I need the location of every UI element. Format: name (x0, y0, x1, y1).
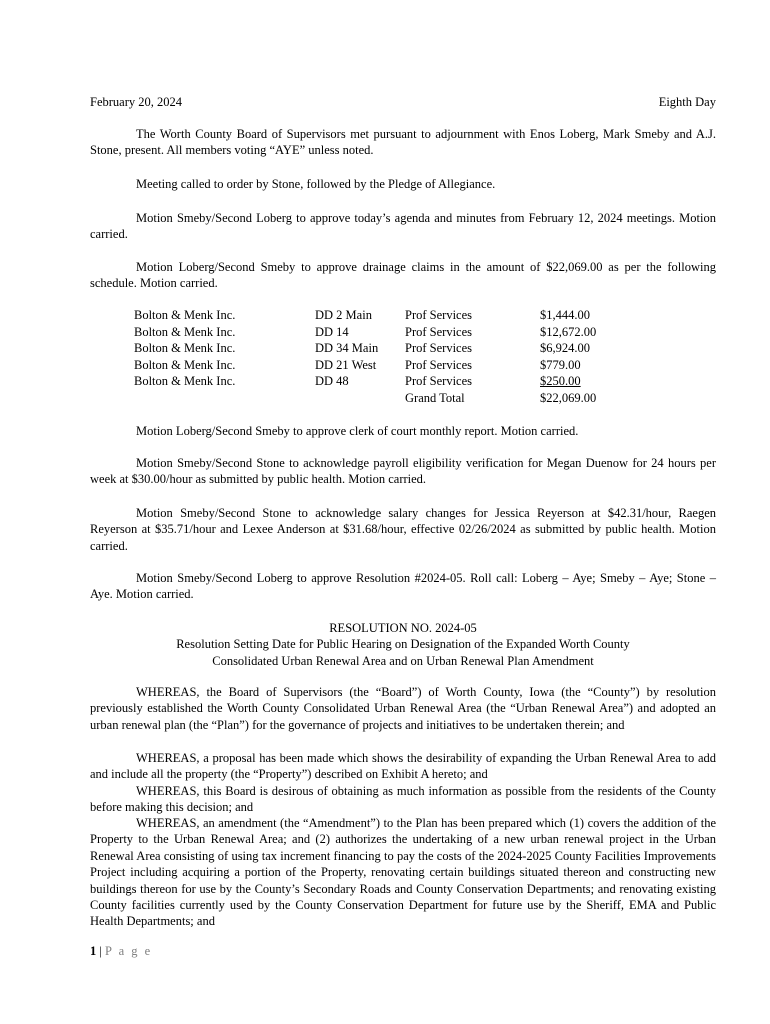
agenda-motion-paragraph: Motion Smeby/Second Loberg to approve today’s agenda and minutes from February 12, 2024 meetings. Motion carried. (90, 211, 716, 242)
claim-amount: $1,444.00 (540, 308, 590, 322)
table-total-row (134, 390, 596, 407)
claim-type: Prof Services (405, 357, 472, 372)
claim-amount: $6,924.00 (540, 341, 590, 356)
whereas-paragraph-4: WHEREAS, an amendment (the “Amendment”) to the Plan has been prepared which (1) covers the addition of the Property to the Urban Renewal Area; and (2) authorizes the undertaking of a new urban renewal project in the Urban Renewal Area consisting of using tax increment financing to pay the costs of the 2024-2025 County Facilities Improvements Project including acquiring a portion of the Property, renovating certain buildings situated thereon and constructing new buildings thereon for use by the County’s Secondary Roads and County Conservation Departments; and renovating existing County facilities currently used by the County Conservation Department for future use by the Sheriff, EMA and Public Health Departments; and (90, 816, 716, 929)
page-footer (90, 943, 152, 959)
claim-district: DD 34 Main (315, 341, 379, 356)
attendance-paragraph: The Worth County Board of Supervisors met pursuant to adjournment with Enos Loberg, Mark Smeby and A.J. Stone, present. All members voting “AYE” unless noted. (90, 127, 716, 158)
claim-vendor: Bolton & Menk Inc. (134, 357, 236, 372)
drainage-claims-table (134, 307, 596, 407)
clerk-report-motion: Motion Loberg/Second Smeby to approve clerk of court monthly report. Motion carried. (136, 424, 579, 438)
payroll-motion: Motion Smeby/Second Stone to acknowledge payroll eligibility verification for Megan Duenow for 24 hours per week at $30.00/hour as submitted by public health. Motion carried. (90, 456, 716, 487)
table-row (134, 307, 596, 324)
drainage-claims-motion: Motion Loberg/Second Smeby to approve drainage claims in the amount of $22,069.00 as per the following schedule. Motion carried. (90, 260, 716, 291)
claim-type: Prof Services (405, 324, 472, 339)
whereas-paragraph-2: WHEREAS, a proposal has been made which shows the desirability of expanding the Urban Renewal Area to add and include all the property (the “Property”) described on Exhibit A hereto; and (90, 751, 716, 782)
whereas-paragraph-3: WHEREAS, this Board is desirous of obtaining as much information as possible from the residents of the County before making this decision; and (90, 784, 716, 815)
claim-district: DD 48 (315, 374, 349, 389)
footer-separator: | (99, 944, 102, 958)
salary-changes-motion: Motion Smeby/Second Stone to acknowledge salary changes for Jessica Reyerson at $42.31/hour, Raegen Reyerson at $35.71/hour and Lexee Anderson at $31.68/hour, effective 02/26/2024 as submitted by public health. Motion carried. (90, 506, 716, 553)
grand-total-label: Grand Total (405, 390, 465, 405)
resolution-number: RESOLUTION NO. 2024-05 (329, 621, 477, 635)
page-label: P a g e (105, 944, 153, 958)
claim-vendor: Bolton & Menk Inc. (134, 324, 236, 339)
meeting-date: February 20, 2024 (90, 95, 182, 109)
claim-type: Prof Services (405, 308, 472, 322)
claim-district: DD 2 Main (315, 308, 372, 322)
claim-type: Prof Services (405, 341, 472, 356)
resolution-title-line1: Resolution Setting Date for Public Hearing on Designation of the Expanded Worth County (176, 637, 630, 651)
claim-amount: $250.00 (540, 374, 581, 389)
claim-amount: $779.00 (540, 357, 581, 372)
resolution-title-line2: Consolidated Urban Renewal Area and on Urban Renewal Plan Amendment (212, 654, 594, 668)
table-row (134, 340, 596, 357)
page-number: 1 (90, 944, 97, 958)
claim-district: DD 14 (315, 324, 349, 339)
claim-district: DD 21 West (315, 357, 377, 372)
resolution-motion: Motion Smeby/Second Loberg to approve Resolution #2024-05. Roll call: Loberg – Aye; Smeby – Aye; Stone – Aye. Motion carried. (90, 571, 716, 602)
call-to-order-paragraph: Meeting called to order by Stone, followed by the Pledge of Allegiance. (136, 177, 496, 191)
claim-vendor: Bolton & Menk Inc. (134, 374, 236, 389)
whereas-paragraph-1: WHEREAS, the Board of Supervisors (the “Board”) of Worth County, Iowa (the “County”) by resolution previously established the Worth County Consolidated Urban Renewal Area (the “Urban Renewal Area”) and adopted an urban renewal plan (the “Plan”) for the governance of projects and initiatives to be undertaken therein; and (90, 685, 716, 732)
claim-amount: $12,672.00 (540, 324, 597, 339)
table-row (134, 324, 596, 341)
meeting-day: Eighth Day (658, 95, 716, 109)
table-row (134, 357, 596, 374)
table-row (134, 373, 596, 390)
claim-vendor: Bolton & Menk Inc. (134, 308, 236, 322)
claim-type: Prof Services (405, 374, 472, 389)
grand-total-amount: $22,069.00 (540, 390, 597, 405)
claim-vendor: Bolton & Menk Inc. (134, 341, 236, 356)
